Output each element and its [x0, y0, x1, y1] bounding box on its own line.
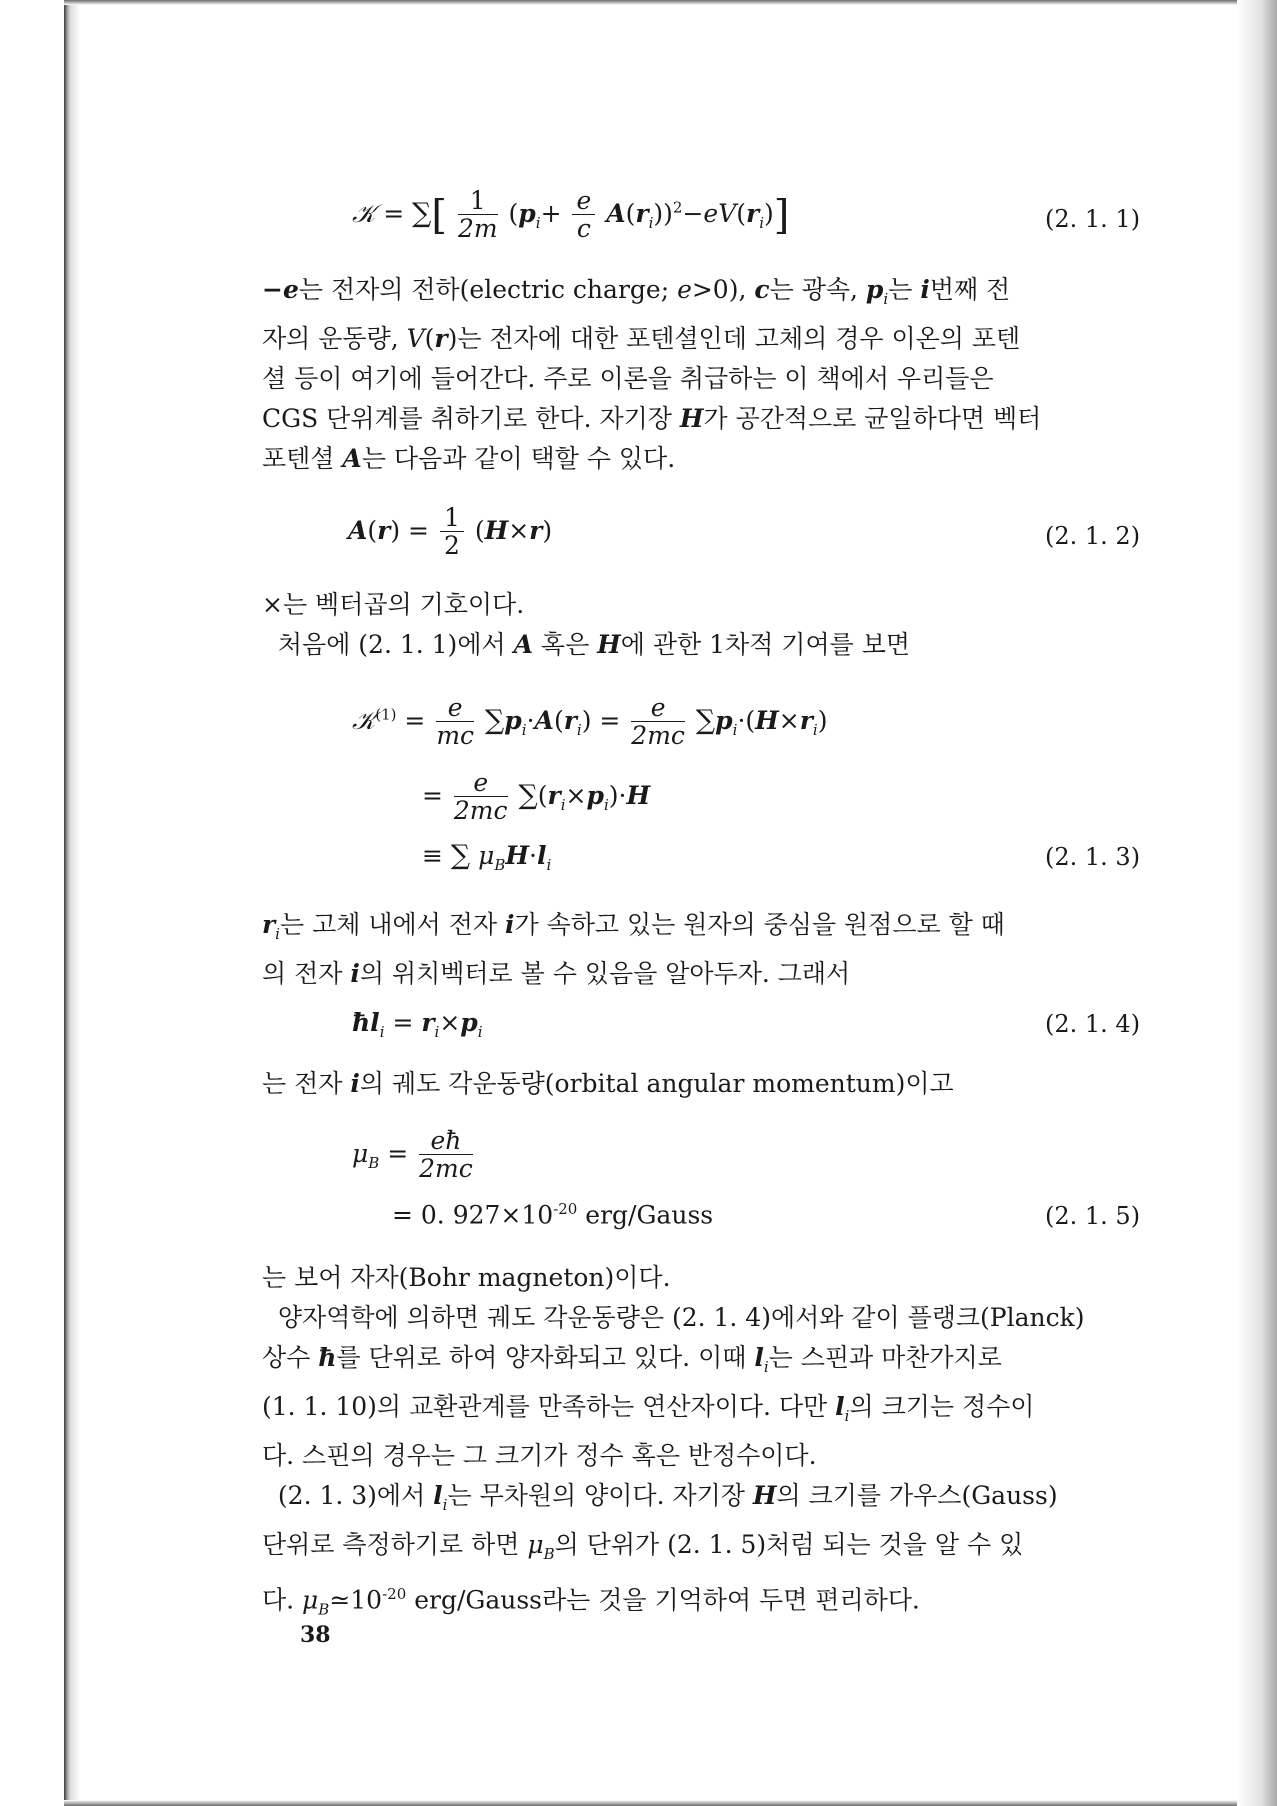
page-right-shadow	[1237, 0, 1277, 1806]
equation-label: (2. 1. 5)	[1045, 1202, 1141, 1230]
equation-2-1-3-line2: = $\frac{e}{2mc}$ $\sum(r_i\times p_i)\cdot H$	[422, 768, 651, 825]
equation-2-1-2: A(r) = $\frac{1}{2}$ (H×r)	[348, 503, 553, 560]
scan-margin	[0, 0, 64, 1806]
page-left-edge	[64, 0, 80, 1806]
equation-label: (2. 1. 4)	[1045, 1010, 1141, 1038]
equation-label: (2. 1. 3)	[1045, 843, 1141, 871]
equation-2-1-5-line2: = 0. $927\times 10^{-20}$ erg/Gauss	[392, 1200, 714, 1230]
equation-2-1-3: 𝒦$^{(1)}$ = $\frac{e}{mc}$ $\sum p_i\cdot A(r_i)$ = $\frac{e}{2mc}$ $\sum p_i\cdot(H\times r_i)$	[352, 693, 828, 750]
equation-2-1-3-line3: ≡ ∑ $\mu_BH\cdot l_i$	[422, 840, 552, 874]
page-bottom-edge	[64, 1800, 1277, 1806]
paragraph: ×는 벡터곱의 기호이다. 처음에 (2. 1. 1)에서 A 혹은 H에 관한 1차적 기여를 보면	[262, 590, 910, 659]
paragraph: $r_i$는 고체 내에서 전자 i가 속하고 있는 원자의 중심을 원점으로 할 때 의 전자 i의 위치벡터로 볼 수 있음을 알아두자. 그래서	[262, 910, 1005, 988]
page-top-edge	[64, 0, 1277, 5]
equation-2-1-5: $\mu_B$ = $\frac{eħ}{2mc}$	[352, 1126, 473, 1183]
paragraph: 는 전자 i의 궤도 각운동량(orbital angular momentum)이고	[262, 1069, 954, 1098]
paragraph: 는 보어 자자(Bohr magneton)이다. 양자역학에 의하면 궤도 각운동량은 (2. 1. 4)에서와 같이 플랭크(Planck) 상수 ħ를 단위로 하여 양자화되고 있다. 이때 $l_i$는 스핀과 마찬가지로 (1. 1. 10)의 교환관계를 만족하는 연산자이다. 다만 $l_i$의 크기는 정수이 다. 스핀의 경우는 그 크기가 정수 혹은 반정수이다. (2. 1. 3)에서 $l_i$는 무차원의 양이다. 자기장 H의 크기를 가우스(Gauss) 단위로 측정하기로 하면 $\mu_B$의 단위가 (2. 1. 5)처럼 되는 것을 알 수 있 다. $\mu_B≃10^{-20}$ erg/Gauss라는 것을 기억하여 두면 편리하다.	[262, 1263, 1085, 1619]
page-number: 38	[300, 1622, 331, 1648]
equation-label: (2. 1. 2)	[1045, 522, 1141, 550]
equation-2-1-4: $ħl_i = r_i\times p_i$	[352, 1008, 483, 1041]
equation-label: (2. 1. 1)	[1045, 205, 1141, 233]
paragraph: −e는 전자의 전하(electric charge; e>0), c는 광속, $p_i$는 i번째 전 자의 운동량, V(r)는 전자에 대한 포텐셜인데 고체의 경우 이온의 포텐 셜 등이 여기에 들어간다. 주로 이론을 취급하는 이 책에서 우리들은 CGS 단위계를 취하기로 한다. 자기장 H가 공간적으로 균일하다면 벡터 포텐셜 A는 다음과 같이 택할 수 있다.	[262, 275, 1042, 473]
equation-2-1-1: 𝒦 = ∑[ $\frac{1}{2m}$ ($p_i+$ $\frac{e}{c}$ $A(r_i))^2-eV(r_i)$]	[352, 186, 790, 243]
